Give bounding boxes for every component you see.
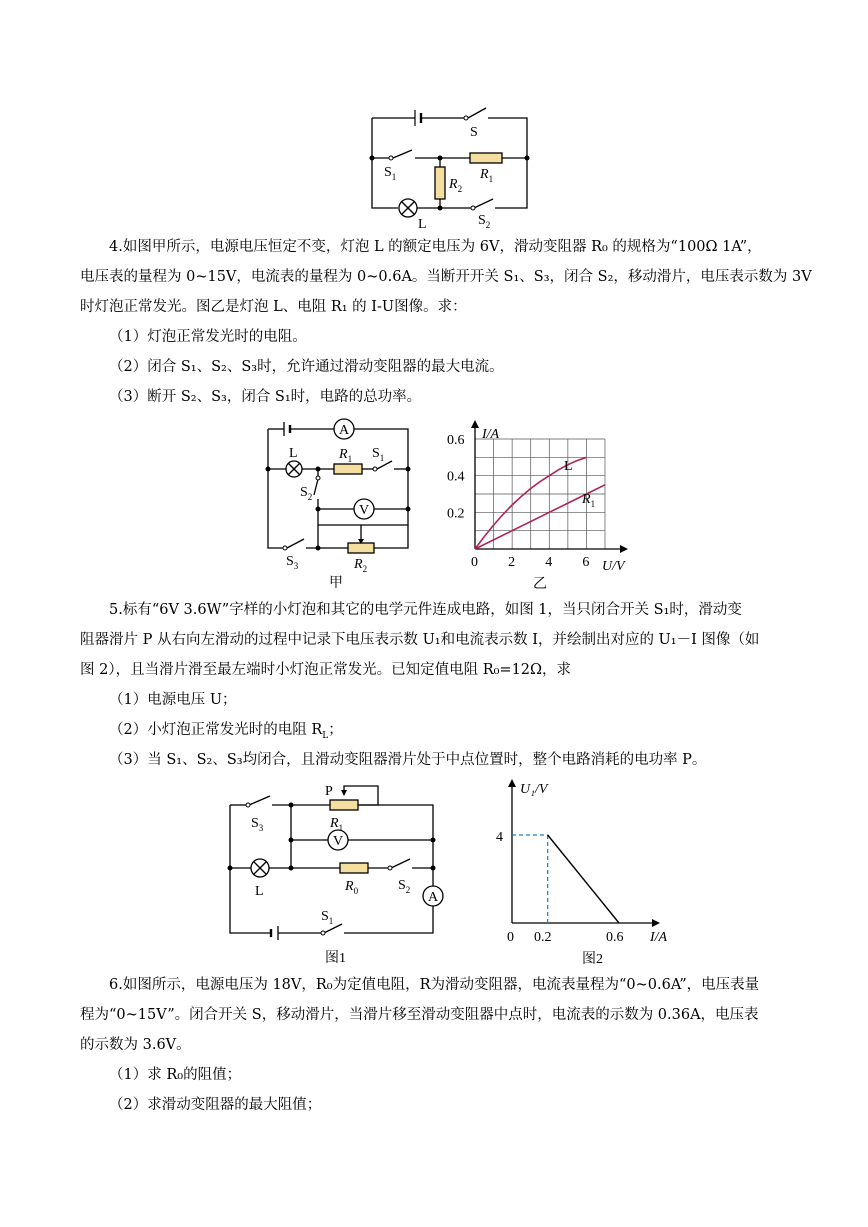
y-axis-label: I/A (482, 427, 500, 442)
label-s3: S (286, 554, 294, 569)
label-s: S (470, 125, 478, 140)
label-s1: S (384, 165, 392, 180)
label-r1: R (339, 447, 348, 462)
q5-subquestion-3: （3）当 S₁、S₂、S₃均闭合，且滑动变阻器滑片处于中点位置时，整个电路消耗的电功率 P。 (109, 752, 707, 768)
q4-subquestion-1: （1）灯泡正常发光时的电阻。 (109, 329, 307, 345)
label-r2: R (449, 177, 458, 192)
q6-subquestion-2: （2）求滑动变阻器的最大阻值； (109, 1097, 322, 1113)
q6-line3: 的示数为 3.6V。 (80, 1037, 191, 1053)
figure-caption-1: 图1 (325, 951, 346, 966)
tick-x-label: 6 (582, 555, 590, 570)
x-axis-label: U/V (602, 559, 625, 574)
tick-x-label: 0 (471, 555, 478, 570)
iu-graph-yi (440, 418, 640, 593)
tick-x-0-2: 0.2 (534, 930, 552, 945)
label-r1: R (330, 816, 339, 831)
q4-line3: 时灯泡正常发光。图乙是灯泡 L、电阻 R₁ 的 I-U图像。求： (80, 299, 467, 315)
svg-text:S3: $S_3$ (286, 554, 299, 571)
q4-subquestion-3: （3）断开 S₂、S₃，闭合 S₁时，电路的总功率。 (109, 389, 422, 405)
svg-text:S1: $S_1$ (384, 165, 397, 182)
label-s3: S (251, 816, 259, 831)
figure-caption-jia: 甲 (329, 576, 343, 591)
q5-subquestion-1: （1）电源电压 U； (109, 692, 237, 708)
svg-text:S1: $S_1$ (372, 446, 385, 463)
label-r0: R (345, 879, 354, 894)
circuit-figure-top (360, 100, 545, 235)
label-l: L (255, 884, 264, 899)
q5-subquestion-2: （2）小灯泡正常发光时的电阻 $R_L$； (109, 722, 343, 741)
q5-line1: 5.标有“6V 3.6W”字样的小灯泡和其它的电学元件连成电路，如图 1，当只闭合开关 S₁时，滑动变 (109, 602, 742, 618)
y-axis-label: U₁/V (520, 782, 548, 797)
svg-text:R1: $R_1$ (339, 447, 353, 464)
q6-subquestion-1: （1）求 R₀的阻值； (109, 1067, 242, 1083)
q6-line1: 6.如图所示，电源电压为 18V，R₀为定值电阻，R为滑动变阻器，电流表量程为“0~0.6A”，电压表量 (109, 977, 760, 993)
svg-text:S2: $S_2$ (398, 878, 411, 895)
voltmeter-label: V (359, 503, 370, 518)
q5-line3: 图 2），且当滑片滑至最左端时小灯泡正常发光。已知定值电阻 R₀=12Ω，求 (80, 662, 572, 678)
tick-x-0-6: 0.6 (606, 930, 624, 945)
circuit-figure-1 (218, 778, 453, 968)
tick-y-label: 0.6 (447, 433, 465, 448)
label-s2: S (300, 485, 308, 500)
svg-text:R2: $R_2$ (449, 177, 463, 194)
q4-line2: 电压表的量程为 0~15V，电流表的量程为 0~0.6A。当断开开关 S₁、S₃，闭合 S₂，移动滑片，电压表示数为 3V (80, 269, 812, 285)
svg-text:S1: $S_1$ (321, 909, 334, 926)
svg-text:S3: $S_3$ (251, 816, 264, 833)
tick-y-label: 0.4 (447, 469, 465, 485)
svg-text:R1: $R_1$ (480, 167, 494, 184)
circuit-figure-jia (262, 413, 422, 593)
q6-line2: 程为“0~15V”。闭合开关 S，移动滑片，当滑片移至滑动变阻器中点时，电流表的示数为 0.36A，电压表 (80, 1007, 759, 1023)
tick-x-label: 4 (545, 555, 553, 570)
label-s2: S (478, 213, 486, 228)
voltmeter-label: V (333, 834, 344, 849)
tick-x-0: 0 (507, 930, 514, 945)
svg-text:R1: $R_1$ (582, 492, 596, 509)
tick-y-label: 0.2 (447, 506, 465, 522)
u1-i-graph (490, 775, 690, 970)
tick-y-4: 4 (496, 830, 503, 845)
q5-line2: 阻器滑片 P 从右向左滑动的过程中记录下电压表示数 U₁和电流表示数 I，并绘制出对应的 U₁－I 图像（如 (80, 632, 760, 648)
q4-subquestion-2: （2）闭合 S₁、S₂、S₃时，允许通过滑动变阻器的最大电流。 (109, 359, 504, 375)
svg-text:R1: $R_1$ (330, 816, 344, 833)
svg-text:R0: $R_0$ (345, 879, 359, 896)
figure-caption-yi: 乙 (533, 577, 547, 592)
tick-x-label: 2 (508, 555, 516, 570)
label-r2: R (354, 557, 363, 572)
q4-line1: 4.如图甲所示，电源电压恒定不变，灯泡 L 的额定电压为 6V，滑动变阻器 R₀ 的规格为“100Ω 1A”， (109, 239, 762, 255)
series-label-r1: R (582, 492, 591, 507)
x-axis-label: I/A (650, 930, 668, 945)
slider-label-p: P (325, 784, 333, 799)
svg-text:S2: $S_2$ (478, 213, 491, 230)
svg-text:S2: $S_2$ (300, 485, 313, 502)
series-label-l: L (564, 459, 573, 474)
figure-caption-2: 图2 (582, 952, 603, 967)
ammeter-label: A (428, 890, 439, 905)
svg-text:R2: $R_2$ (354, 557, 368, 574)
ammeter-label: A (339, 423, 350, 438)
label-l: L (418, 217, 427, 232)
label-s1: S (321, 909, 329, 924)
label-l: L (289, 446, 298, 461)
label-s2: S (398, 878, 406, 893)
label-s1: S (372, 446, 380, 461)
u1-i-line (548, 835, 619, 923)
label-r1: R (480, 167, 489, 182)
